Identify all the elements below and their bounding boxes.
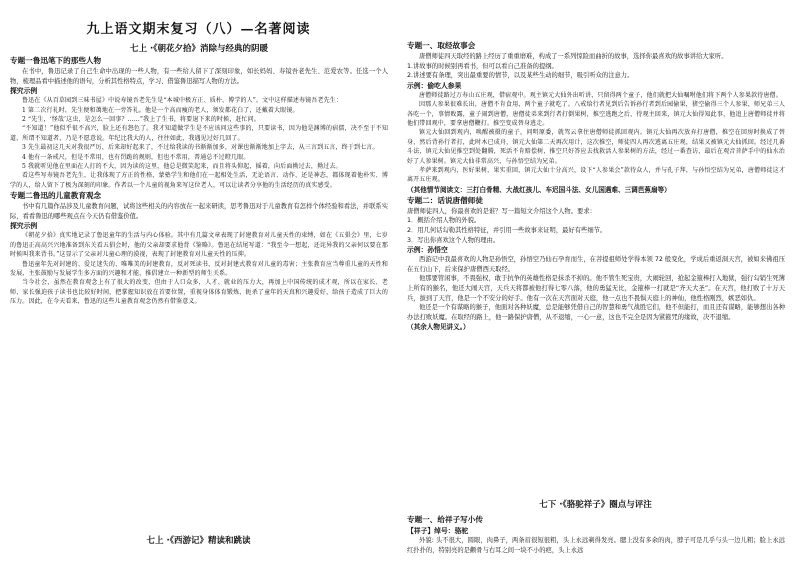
task-item: 1.讲故事的时候别再看书，但可以看自己准备的提纲。 (407, 62, 558, 70)
demo-paragraph: 当今社会，虽然在教育观念上有了很大的改变，但由于人口众多，人才、就业的压力大，再加上中国传统的成才观，所以在家长、老师、家长强迫孩子读书也比较好时间，把掌握知识放在首要位置，重视身体体育锻炼，扼杀了童年的天真和兴趣爱好，给孩子造成了巨大的压力。因此，在今天看来，鲁迅的这些儿童教育观念仍然有借鉴意义。 (10, 279, 388, 306)
topic-title-tangseng: 专题二：话说唐僧师徒 (407, 195, 483, 205)
demo-point: 1 第二次行礼时，先生便和蔼地在一旁答礼。他是一个高而瘦的老人，须发都花白了，还戴着大眼镜。 (22, 106, 299, 114)
example-paragraph: 因那人参果很难长出，唐僧不肯食用，两个童子就吃了。八戒给行者见到后告诉孙行者到后园偷果，猪空偷得三个人参果，师兄弟三人各吃一个，事情败露，童子闹到唐僧，唐僧徒弟来到行者打倒果树，推空逃跑之后，待观主回来，镇元大仙得知此事，他追上唐僧师徒并将他们带回观中，要拿唐僧鞭打。推空变成替身逃走。 (407, 101, 785, 127)
unit-title-zhaohua: 七上 ·《朝花夕拾》消除与经典的阴暖 (130, 44, 268, 54)
demo-point: 2 “先生，‘怪哉’这虫，是怎么一回事？……”我上了生书，将要退下来的时候，赶忙问。 (22, 116, 260, 123)
task-item: 3．写出你喜欢这个人物的理由。 (407, 236, 500, 244)
task-item: 2．用几何话勾勒其性格特征，并引用一些故事来证明，最好有些细节。 (407, 227, 607, 235)
demo-point: 4 他有一条戒尺，但是不常用，也有罚跪的规则，但也不常用，普通总不过瞪几眼。 (22, 153, 250, 161)
page-title: 九上语文期末复习（八）—名著阅读 (86, 22, 311, 37)
demo-point: 3 先生最初这几天对我很严厉，后来却好起来了，不过给我读的书渐渐加多，对课也渐渐地加上字去，从三言到五言，终于到七言。 (22, 144, 379, 152)
xiangzi-description: 外貌: 头不很大，圆眼，肉鼻子，两条眉很短很粗，头上永远剃得发亮。腮上没有多余的肉，脖子可是几乎与头一边儿粗；脸上永远红扑扑的，特别亮的是颧骨与右耳之间一块不小的疤，头上永远 (407, 537, 785, 554)
topic-intro-tangseng: 唐僧师徒四人，你最喜欢的是谁？写一篇短文介绍这个人物。要求： (407, 207, 596, 215)
demo-point: 5 我就听见他在里面在人打的不大，因为读的这里，他总是微笑起来，而且将头仰起，摇着，向后面拗过去，拗过去。 (22, 163, 342, 171)
topic-intro-characters: 在书中，鲁迅记录了自己生命中出现的一些人物，有一些给人留下了深刻印象，如长妈妈、寿镜吾老先生、范爱农等。任选一个人物，梳理品看中描述他的语句，分析其性格特点，学习、借鉴鲁迅描写人物的方法。 (10, 68, 388, 85)
right-column (397, 0, 794, 561)
example-label-sunwukong: 示例：孙悟空 (407, 246, 448, 255)
example-paragraph: 他还是一个有谋略的猴子，他面对各种妖魔，总是能够凭借自己的智慧和勇气战胜它们，他不但能打，而且还有谋略，能够想出各种办法打败妖魔。在取经的路上，他一路保护唐僧，从不退缩，一心一意，这也不完全是因为紧箍咒的缘故，决不退缩。 (407, 304, 785, 321)
task-item: 1．概括介绍人物的外貌。 (407, 217, 481, 225)
demo-paragraph: 《朝花夕拾》真实地记录了鲁迅童年的生活与内心体验。其中有几篇文章表现了封建教育对儿童天性的束缚，如在《五猖会》里，七岁的鲁迅正高高兴兴地准备到东关看五猖会时，他的父亲却要求他背《鉴略》。鲁迅在结尾写道：“我至今一想起，还诧异我的父亲何以要在那时候叫我来背书。”这显示了父亲对儿童心理的漠视，表现了封建教育对儿童天性的压抑。 (10, 232, 388, 259)
example-paragraph: 他那要管闲事，不畏强权，敢于抗争的英雄性格是抹杀不掉的。他不管生死宝贵，大闹轮回，抢起金箍棒打入地狱，强行勾销生死簿上所有的猴名，他还大闹天宫，天兵天将都被他打得七零八落，他的勇猛无比，金箍棒一打就是“齐天大圣”。在天宫，他打败了十万天兵，拔到了天宫，他是一个不安分的好手。他有一次在天宫面对天庭，他一点也不畏惧天庭上的神仙，他性格刚烈，嫉恶如仇。 (407, 275, 785, 302)
topic-intro-education: 书中有几篇作品涉及儿童教育问题，试将这些相关的内容放在一起来研读，思考鲁迅对于儿童教育有怎样个体经验和看法，并联系实际，看看鲁迅的哪些观点在今天仍有借鉴价值。 (10, 203, 388, 220)
example-paragraph: 唐僧师徒路过万寿山五庄观，借宿观中。观主镇元大仙外出听讲，只留得两个童子，他们就把大仙嘱咐他们将下两个人参果款待唐僧。 (419, 91, 782, 99)
unit-title-xiyouji: 七上 ·《西游记》精读和跳读 (146, 536, 251, 546)
unit-title-luotuoxiangzi: 七下 ·《骆驼祥子》圈点与评注 (539, 500, 652, 510)
topic-title-xiangzi: 专题一、给祥子写小传 (407, 515, 483, 524)
example-paragraph: 西游记中我最喜欢的人物是孙悟空，孙悟空乃仙石孕育而生，在菩提祖师处学得本领 72 般变化，学成后重返洞天宫，被如来佛祖压在五行山下，后来保护唐僧西天取经。 (407, 256, 785, 273)
topic-title-characters: 专题一鲁迅笔下的那些人物 (10, 56, 102, 65)
demo-label-2: 探究示例 (10, 222, 38, 231)
topic-title-education: 专题二鲁迅的儿童教育观念 (10, 191, 102, 201)
example-label-renshenguo: 示例：偷吃人参果 (407, 81, 462, 90)
demo-label-1: 探究示例 (10, 87, 38, 96)
task-item: 2.讲述要有条理，突出最重要的情节，以及某些生动的细节，吸引听众的注意力。 (407, 72, 634, 80)
example-paragraph: 镇元大仙回到观内，唤醒被摄的童子，问明原委，就驾云拿住唐僧师徒抓回观内。镇元大仙再次放弃打唐僧，推空在回房时换成了替身，然后背孙行者打，此时木已成舟，镇元大仙第二天再次用计，这次推空，师徒四人再次逃离五庄观，结果又被镇元大仙抓回。经过几番斗法，镇元大仙见推空到处翻腾，死活不肯赔偿树，推空只好答应去找救活人参果树的方法，经过一番查访，最后在观音菩萨手中的仙水治好了人参果树。镇元大仙非常高兴，与孙悟空结为兄弟。 (407, 129, 785, 165)
other-characters-note: （其余人物见讲义。） (407, 323, 470, 332)
topic-title-storytelling: 专题一、取经故事会 (407, 41, 476, 50)
example-paragraph: 孝萨来到观内，医好果树，果实重回，镇元大仙十分高兴，设下“人参果会”款待众人，并与孔子拜，与孙悟空结为兄弟，唐僧师徒这才离开五庄观。 (407, 167, 785, 184)
demo-lead-1: 鲁迅在《从百草园到三味书屋》中说寿镜吾老先生是“本城中极方正、质朴、博学的人”。文中这样描述寿镜吾老先生： (22, 97, 343, 105)
topic-intro-storytelling: 唐僧师徒四天取经的路上经历了重重磨难，构成了一系列惊险而曲折的故事，选择你最喜欢的故事讲给大家听。 (419, 53, 728, 60)
demo-paragraph: 鲁迅童年先对封建的、爱足迷失的、唯唯美的封建教育，反对死读书，反对封建式教育对儿童的毒害；主张教育应当尊重儿童的天性和发展，主张鼓励与发展学生多方面的兴趣和才能，推倡建立一种新型的师生关系。 (10, 260, 388, 278)
xiangzi-section (407, 514, 785, 555)
demo-point: 看这些写寿镜吾老先生，让我体现了方正的性格，蒙塾学生和他们在一起相处生活，无论语言、动作、还是神态，都体现着他朴实、博学的人，给人留下了极为深刻的印象。作者以一个儿童的视角来写这位老人，可以让读者分享他的生活经历的真实感受。 (10, 172, 388, 189)
xiangzi-label: 【祥子】绰号：骆驼 (407, 527, 469, 535)
demo-point: “不知道！”他似乎很不高兴，脸上还有怒色了。我才知道做学生是不应该问这些事的，只要读书，因为他是渊博的宿儒，决不至于不知道，所谓不知道者，乃是不愿意说。年纪比我大的人，往往如此，我遇见过好几回了。 (10, 125, 388, 142)
other-plots-note: （其他情节阅读文：三打白骨精、大战红孩儿、车迟国斗法、女儿国遇难、三调芭蕉扇等） (407, 185, 671, 194)
